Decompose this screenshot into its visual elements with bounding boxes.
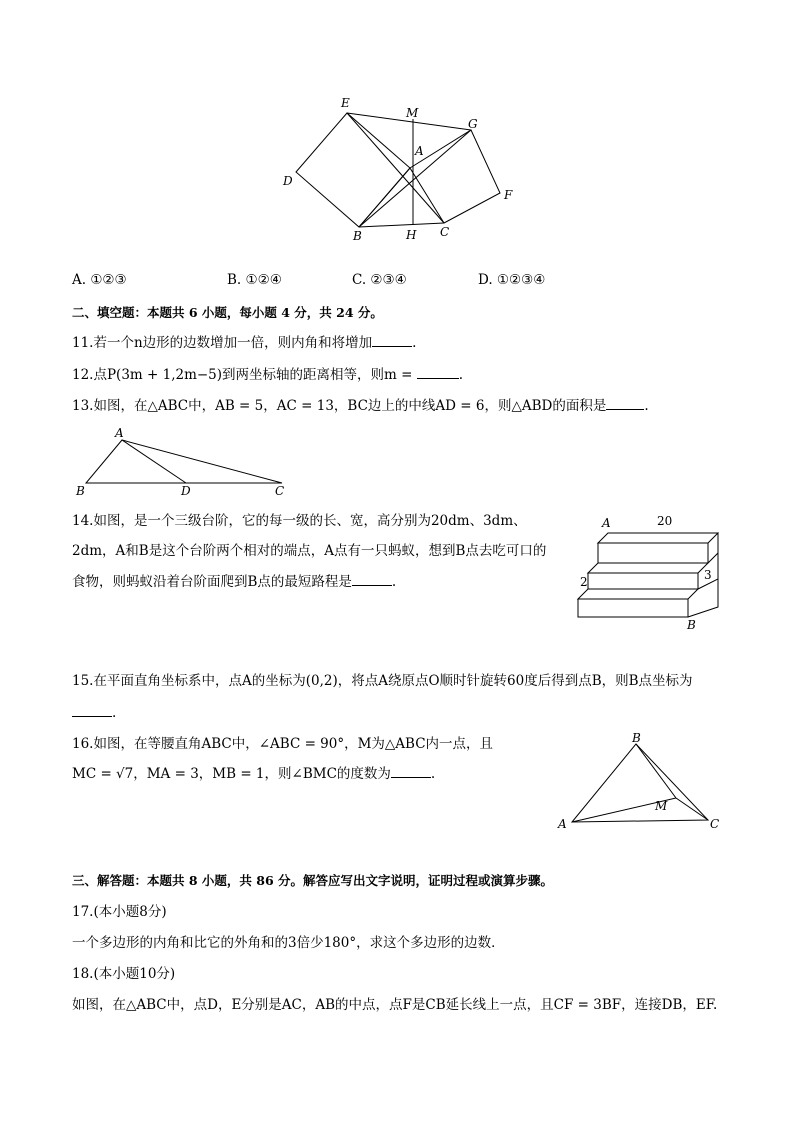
figure-16-triangle bbox=[0, 728, 794, 838]
question-12: 12.点P(3m + 1,2m−5)到两坐标轴的距离相等，则m = . bbox=[72, 367, 464, 383]
label-m: M bbox=[406, 106, 419, 120]
square-bdef-left bbox=[296, 113, 410, 227]
q11-blank bbox=[372, 346, 412, 347]
option-c: C. ②③④ bbox=[352, 272, 407, 288]
q13-text: 13.如图，在△ABC中，AB = 5，AC = 13，BC边上的中线AD = 6，则△ABD的面积是 bbox=[72, 398, 607, 414]
q14-text: 食物，则蚂蚁沿着台阶面爬到B点的最短路程是 bbox=[72, 574, 352, 590]
figure-14-stairs bbox=[0, 505, 794, 635]
question-14-line-2: 2dm，A和B是这个台阶两个相对的端点，A点有一只蚂蚁，想到B点去吃可口的 bbox=[72, 543, 547, 559]
triangle-abc bbox=[86, 440, 282, 483]
label-d-13: D bbox=[181, 484, 191, 498]
segment-bm bbox=[636, 744, 676, 798]
label-length-14: 20 bbox=[657, 514, 673, 528]
option-d: D. ①②③④ bbox=[478, 272, 546, 288]
label-b-14: B bbox=[687, 618, 696, 632]
q16-text: MC = √7，MA = 3，MB = 1，则∠BMC的度数为 bbox=[72, 766, 391, 782]
triangle-abc-16 bbox=[572, 744, 708, 822]
option-a: A. ①②③ bbox=[72, 272, 127, 288]
question-18-body: 如图，在△ABC中，点D，E分别是AC，AB的中点，点F是CB延长线上一点，且CF = 3BF，连接DB，EF. bbox=[72, 997, 718, 1013]
option-b: B. ①②④ bbox=[227, 272, 282, 288]
label-c: C bbox=[440, 225, 450, 239]
question-11: 11.若一个n边形的边数增加一倍，则内角和将增加 . bbox=[72, 335, 417, 351]
label-a: A bbox=[415, 144, 424, 158]
question-15-answer: . bbox=[72, 704, 116, 722]
figure-top-geometry bbox=[0, 0, 794, 260]
label-c-13: C bbox=[275, 484, 285, 498]
q11-text: 11.若一个n边形的边数增加一倍，则内角和将增加 bbox=[72, 335, 373, 351]
q12-text: 12.点P(3m + 1,2m−5)到两坐标轴的距离相等，则m = bbox=[72, 367, 413, 383]
label-h: H bbox=[406, 228, 417, 242]
line-b-c bbox=[359, 223, 444, 227]
figure-13-triangle bbox=[0, 420, 794, 500]
label-a-16: A bbox=[558, 817, 567, 831]
label-b-13: B bbox=[76, 484, 85, 498]
line-e-c bbox=[347, 113, 444, 223]
question-14-line-1: 14.如图，是一个三级台阶，它的每一级的长、宽，高分别为20dm、3dm、 bbox=[72, 513, 527, 529]
label-width-14: 3 bbox=[704, 568, 712, 582]
section-3-heading: 三、解答题：本题共 8 小题，共 86 分。解答应写出文字说明，证明过程或演算步骤。 bbox=[72, 873, 554, 888]
question-18-heading: 18.(本小题10分) bbox=[72, 966, 176, 982]
label-b: B bbox=[353, 229, 362, 243]
label-b-16: B bbox=[632, 731, 641, 745]
label-a-13: A bbox=[115, 426, 124, 440]
question-16-line-2: MC = √7，MA = 3，MB = 1，则∠BMC的度数为 . bbox=[72, 766, 436, 782]
question-14-line-3: 食物，则蚂蚁沿着台阶面爬到B点的最短路程是 . bbox=[72, 574, 397, 590]
label-e: E bbox=[341, 96, 350, 110]
q15-blank bbox=[72, 716, 112, 717]
label-g: G bbox=[468, 117, 478, 131]
q13-blank bbox=[606, 409, 644, 410]
label-f: F bbox=[504, 188, 513, 202]
section-2-heading: 二、填空题：本题共 6 小题，每小题 4 分，共 24 分。 bbox=[72, 305, 383, 320]
label-height-14: 2 bbox=[580, 575, 588, 589]
line-a-b bbox=[359, 168, 410, 227]
label-m-16: M bbox=[655, 799, 668, 813]
median-ad bbox=[122, 440, 186, 483]
question-16-line-1: 16.如图，在等腰直角ABC中，∠ABC = 90°，M为△ABC内一点，且 bbox=[72, 736, 494, 752]
question-15: 15.在平面直角坐标系中，点A的坐标为(0,2)，将点A绕原点O顺时针旋转60度后得到点B，则B点坐标为 bbox=[72, 673, 693, 689]
label-d: D bbox=[283, 174, 293, 188]
segment-cm bbox=[676, 798, 708, 820]
question-17-body: 一个多边形的内角和比它的外角和的3倍少180°，求这个多边形的边数． bbox=[72, 935, 505, 951]
question-17-heading: 17.(本小题8分) bbox=[72, 904, 167, 920]
label-a-14: A bbox=[602, 516, 611, 530]
question-13: 13.如图，在△ABC中，AB = 5，AC = 13，BC边上的中线AD = 6，则△ABD的面积是 . bbox=[72, 398, 649, 414]
label-c-16: C bbox=[710, 817, 720, 831]
q12-blank bbox=[417, 378, 459, 379]
